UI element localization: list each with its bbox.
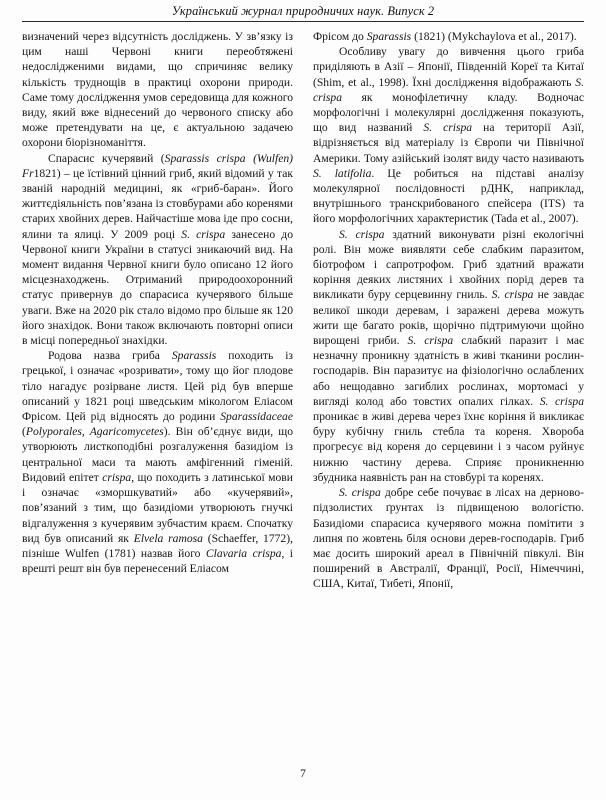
scientific-name: Sparassis (171, 349, 217, 363)
scientific-name: S. latifolia (313, 166, 372, 180)
text-run: як монофілетичну кладу. Водночас морфологічні і молекулярні дослідження показують, що вид названий (313, 90, 584, 135)
paragraph (313, 227, 584, 485)
paragraph (313, 29, 584, 44)
text-run: Фрісом до (313, 30, 367, 43)
scientific-name: S. crispa (339, 227, 385, 241)
text-run: здатний виконувати різні екологічні ролі. Він може виявляти себе слабким паразитом, біотрофом і сапротрофом. Гриб здатний вражати коріння деяких листяних і хвойних порід дерев та викликати буру серцевинну гниль. (313, 227, 585, 302)
text-run: ). Він об’єднує види, що утворюють листкоподібні розгалуження базидіом із центральної маси та мають амфігенний гіменій. Видовий епітет (22, 425, 294, 484)
text-run: , що походить з латинської мови і означає «зморшкуватий» або «кучерявий», пов’язаний з тим, що базидіоми утворюють гнучкі відгалуження з кучерявим зубчастим краєм. Спочатку вид був описаний як (22, 470, 293, 545)
text-run: визначений через відсутність досліджень. У зв’язку із цим наші Червоні книги переобтяжені недослідженими видами, що спричиняє велику кількість труднощів в практиці охорони природи. Саме тому дослідження умов середовища для кожного виду, який вже віднесений до червоного списку або може претендувати на це, є актуальною задачею охорони біорізноманіття. (22, 30, 293, 150)
text-run: слабкий паразит і має незначну проникну здатність в живі тканини рослин-господарів. Він паразитує на фізіологічно ослаблених або нещодавно загиблих рослинах, мортомасі у вигляді колод або товстих опалих гілках. (313, 334, 585, 408)
text-run: ( (22, 425, 26, 439)
scientific-name: Polyporales, Agaricomycetes (25, 425, 164, 439)
scientific-name: S. crispa (181, 227, 226, 241)
text-run: на території Азії, відрізняється від матеріалу із Європи чи Північної Америки. Тому азійський ізолят виду часто називають (313, 121, 584, 165)
scientific-name: S. crispa (407, 334, 454, 348)
text-run: , і врешті решт він був перенесений Еліасом (22, 546, 293, 576)
text-run: проникає в живі дерева через їхнє коріння й викликає буру кубічну гниль стебла та кореня. Хвороба прогресує від кореня до серцевини і з часом руйнує нижню частину дерева. Сприяє проникненню збудника наявність ран на стовбурі та коренях. (313, 410, 584, 484)
text-run: (Schaeffer, 1772), пізніше Wulfen (1781) назвав його (22, 531, 293, 560)
running-head (0, 0, 606, 19)
paragraph (22, 151, 293, 349)
left-text-column (22, 29, 293, 576)
paragraph (22, 348, 293, 576)
scientific-name: S. crispa (539, 394, 585, 408)
text-run: Особливу увагу до вивчення цього гриба приділяють в Азії – Японії, Південній Кореї та Китаї (Shim, et al., 1998). Їхні дослідження відображають (313, 45, 584, 89)
text-run: Спарасис кучерявий ( (48, 151, 165, 165)
text-run: походить із грецької, і означає «розривати», тому що йог плодове тіло нагадує розірване листя. Цей рід був вперше описаний у 1821 році шведським мікологом Еліасом Фрісом. Цей рід відносять до родини (22, 349, 293, 424)
page-body-columns (0, 22, 606, 760)
text-run: . Це робиться на підставі аналізу молекулярної послідовності рДНК, наприклад, внутрішнього транскрибованого спейсера (ITS) та його морфологічних характеристик (Tada et al., 2007). (313, 166, 585, 226)
scientific-name: S. crispa (313, 75, 584, 104)
scientific-name: S. crispa (339, 486, 381, 500)
text-run: Родова назва гриба (48, 349, 172, 363)
page-number: 7 (300, 767, 306, 780)
scientific-name: Elvela ramosa (133, 531, 203, 545)
page-footer (0, 760, 606, 800)
running-head-title: Український журнал природничих наук. Випуск 2 (171, 4, 435, 18)
scientific-name: crispa (102, 470, 132, 484)
text-run: добре себе почуває в лісах на дерново-підзолистих ґрунтах із підвищеною вологістю. Базидіоми спарасиса кучерявого можна помітити з липня по жовтень біля основи дерев-господарів. Гриб має досить широкий ареал в Північній півкулі. Він поширений в Австралії, Франції, Росії, Німеччині, США, Китаї, Тибеті, Японії, (313, 486, 585, 591)
text-run: занесено до Червоної книги України в статусі зникаючий вид. На момент видання Червної книги було описано 12 його місцезнаходжень. Отриманий природоохоронний статус привернув до спарасиса кучерявого більше уваги. Вже на 2020 рік стало відомо про більше як 120 його знахідок. Вони також включають повторні описи в місці попередньої знахідки. (22, 227, 294, 348)
scientific-name: Clavaria crispa (205, 546, 282, 560)
scientific-name: Sparassis (366, 30, 412, 43)
text-run: не завдає великої шкоди деревам, і заражені дерева можуть жити ще багато років, щорічно підтримуючи щойно вирощені гриби. (313, 288, 585, 348)
paragraph (313, 44, 584, 226)
scientific-name: S. crispa (423, 121, 473, 135)
scientific-name: Sparassis crispa (Wulfen) Fr (22, 151, 293, 180)
right-text-column (313, 29, 584, 592)
scientific-name: Sparassidaceae (220, 410, 293, 424)
paragraph (313, 485, 584, 591)
paragraph (22, 29, 293, 151)
text-run: 1821) – це їстівний цінний гриб, який відомий у так званій народній медицині, як «гриб-баран». Його життєдіяльність пов’язана із стовбурами або коренями старих хвойних дерев. Найчастіше мова іде про сосни, ялини та ялиці. У 2009 році (22, 166, 293, 241)
scientific-name: S. crispa (491, 288, 534, 302)
text-run: (1821) (Mykchaylova et al., 2017). (411, 30, 577, 43)
